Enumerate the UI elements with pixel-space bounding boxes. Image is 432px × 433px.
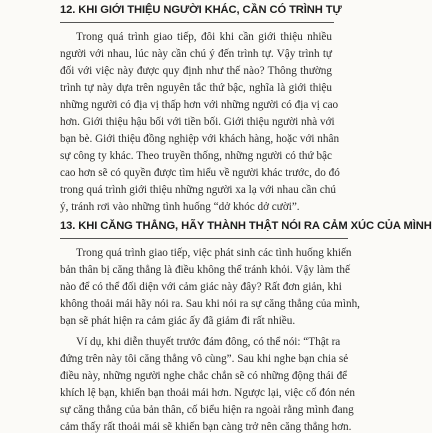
- section-13-line: điều này, những người nghe chắc chắn sẽ có những động thái để: [60, 370, 348, 382]
- section-12-line: những người có địa vị thấp hơn với những người có địa vị cao: [60, 99, 339, 111]
- section-12-line: người với nhau, lúc này cần chú ý đến trình tự. Vậy trình tự: [60, 48, 332, 60]
- section-12-line: Trong quá trình giao tiếp, đôi khi cần giới thiệu nhiều: [76, 31, 332, 43]
- section-13-line: bản thân bị căng thẳng là điều không thể tránh khỏi. Vậy làm thế: [60, 264, 350, 276]
- section-12-line: bạn bè. Giới thiệu đồng nghiệp với khách hàng, hoặc với nhân: [60, 133, 340, 145]
- section-12-line: ý, tránh rơi vào những tình huống “dở khóc dở cười”.: [60, 201, 300, 213]
- section-13-line: nào để có thể đối diện với cảm giác này đây? Rất đơn giản, khi: [60, 281, 342, 293]
- section-13-heading: 13. KHI CĂNG THẲNG, HÃY THÀNH THẬT NÓI RA CẢM XÚC CỦA MÌNH: [60, 220, 432, 232]
- section-13-line: khích lệ bạn, khiến bạn thoải mái hơn. Ngược lại, việc cố đón nén: [60, 387, 356, 399]
- section-13-line: bạn sẽ phát hiện ra cảm giác ấy đã giảm đi rất nhiều.: [60, 315, 296, 327]
- section-13-heading-underline: [60, 238, 348, 239]
- section-13-line: không thoải mái hãy nói ra. Sau khi nói ra sự căng thẳng của mình,: [60, 298, 360, 310]
- section-13-line: cảm thấy rất thoải mái sẽ khiến bạn càng trở nên căng thẳng hơn.: [60, 421, 352, 433]
- section-12-heading: 12. KHI GIỚI THIỆU NGƯỜI KHÁC, CẦN CÓ TRÌNH TỰ: [60, 4, 342, 16]
- section-13-line: đứng trên này tôi căng thẳng vô cùng”. Sau khi nghe bạn chia sẻ: [60, 353, 349, 365]
- section-13-line: sự căng thẳng của bản thân, cố biểu hiện ra ngoài rằng mình đang: [60, 404, 354, 416]
- section-13-line: Trong quá trình giao tiếp, việc phát sinh các tình huống khiến: [76, 247, 352, 259]
- section-12-line: đối với việc này được quy định như thế nào? Thông thường: [60, 65, 332, 77]
- section-12-heading-underline: [60, 22, 334, 23]
- section-12-line: trình tự này dựa trên nguyên tắc thứ bậc, nghĩa là giới thiệu: [60, 82, 332, 94]
- section-12-line: hơn. Giới thiệu hậu bối với tiền bối. Giới thiệu người nhà với: [60, 116, 335, 128]
- section-12-line: cao hơn sẽ có quyền được tìm hiểu về người khác trước, do đó: [60, 167, 340, 179]
- section-12-line: trong quá trình giới thiệu những người xa lạ với nhau cần chú: [60, 184, 336, 196]
- section-13-line: Ví dụ, khi diễn thuyết trước đám đông, có thể nói: “Thật ra: [76, 336, 341, 348]
- section-12-line: sự công ty khác. Theo truyền thống, những người có thứ bậc: [60, 150, 332, 162]
